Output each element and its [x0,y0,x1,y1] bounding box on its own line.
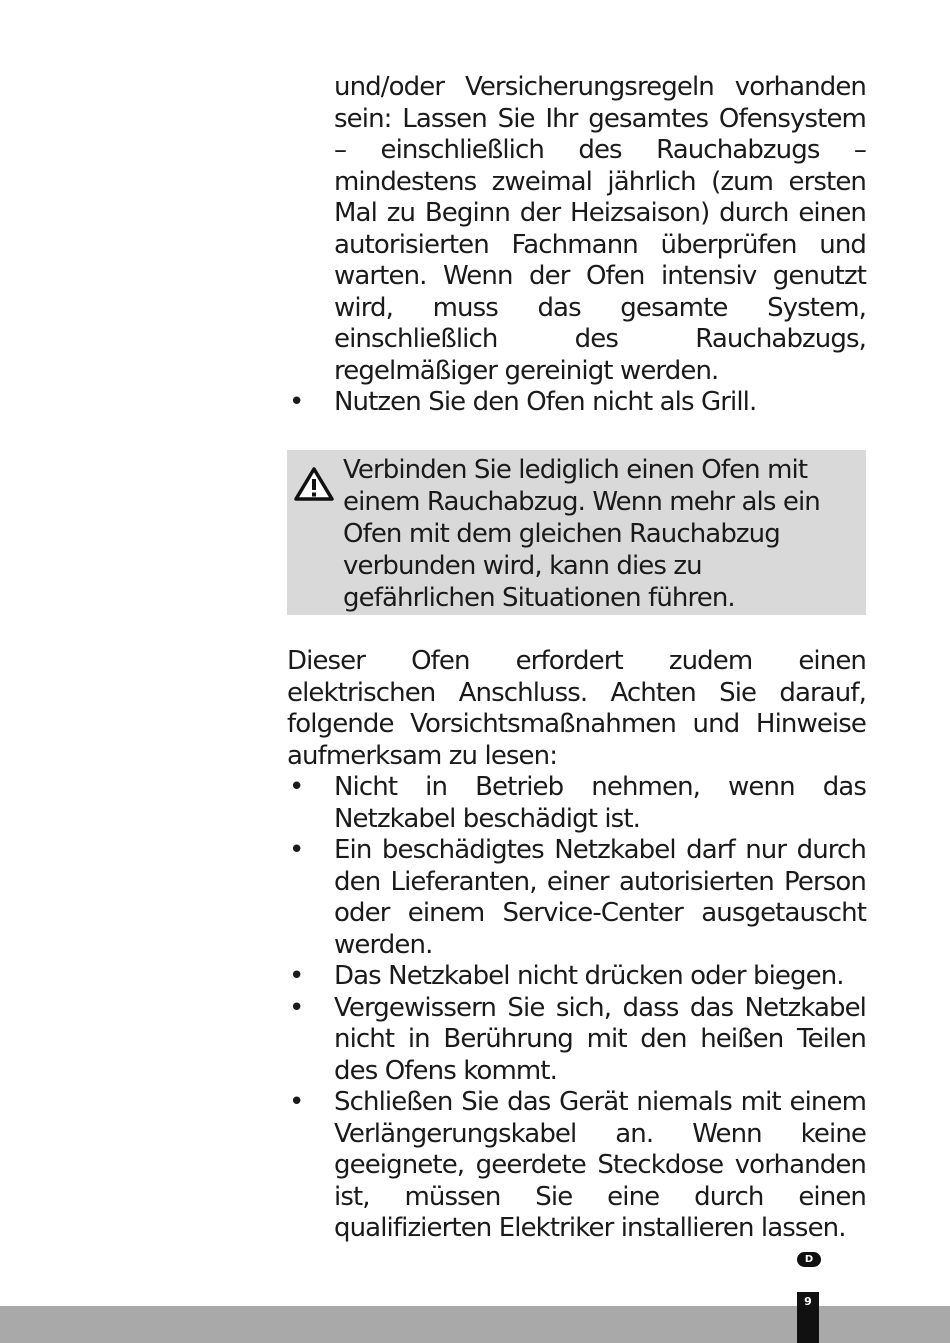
bullet-point: • [289,835,304,865]
page-number: 9 [797,1292,819,1343]
bullet-point: • [289,961,304,991]
list-item-text: Ein beschädigtes Netzkabel darf nur durch den Lieferanten, einer autorisierten Person oder einem Service-Center ausgetauscht werden. [334,835,866,960]
electrical-section [287,646,866,1245]
bullet-point: • [289,387,304,417]
bullet-point: • [289,992,304,1023]
list-item-text: Nicht in Betrieb nehmen, wenn das Netzkabel beschädigt ist. [334,772,866,834]
list-item-text: Schließen Sie das Gerät niemals mit einem Verlängerungskabel an. Wenn keine geeignete, geerdete Steckdose vorhanden ist, müssen Sie eine durch einen qualifizierten Elektriker installieren lassen. [334,1087,866,1243]
list-item-text: Nutzen Sie den Ofen nicht als Grill. [334,387,757,417]
list-item [287,961,866,993]
continued-paragraph: und/oder Versicherungsregeln vorhanden sein: Lassen Sie Ihr gesamtes Ofensystem – einschließlich des Rauchabzugs – mindestens zweimal jährlich (zum ersten Mal zu Beginn der Heizsaison) durch einen autorisierten Fachmann überprüfen und warten. Wenn der Ofen intensiv genutzt wird, muss das gesamte System, einschließlich des Rauchabzugs, regelmäßiger gereinigt werden. [334,72,866,386]
list-item [287,993,866,1088]
language-badge: D [797,1252,821,1267]
list-item [287,387,866,419]
list-item-text: Vergewissern Sie sich, dass das Netzkabel nicht in Berührung mit den heißen Teilen des Ofens kommt. [334,992,866,1086]
warning-text: Verbinden Sie lediglich einen Ofen mit einem Rauchabzug. Wenn mehr als ein Ofen mit dem gleichen Rauchabzug verbunden wird, kann dies zu gefährlichen Situationen führen. [343,455,820,613]
list-item [287,835,866,961]
list-item [287,1087,866,1245]
bullet-point: • [289,1087,304,1117]
list-item [287,772,866,835]
list-item-text: Das Netzkabel nicht drücken oder biegen. [334,961,844,991]
warning-box [287,450,866,615]
electrical-intro: Dieser Ofen erfordert zudem einen elektrischen Anschluss. Achten Sie darauf, folgende Vorsichtsmaßnahmen und Hinweise aufmerksam zu lesen: [287,646,866,771]
bullet-point: • [289,772,304,802]
warning-triangle-icon [293,466,335,509]
upper-section [287,72,866,419]
